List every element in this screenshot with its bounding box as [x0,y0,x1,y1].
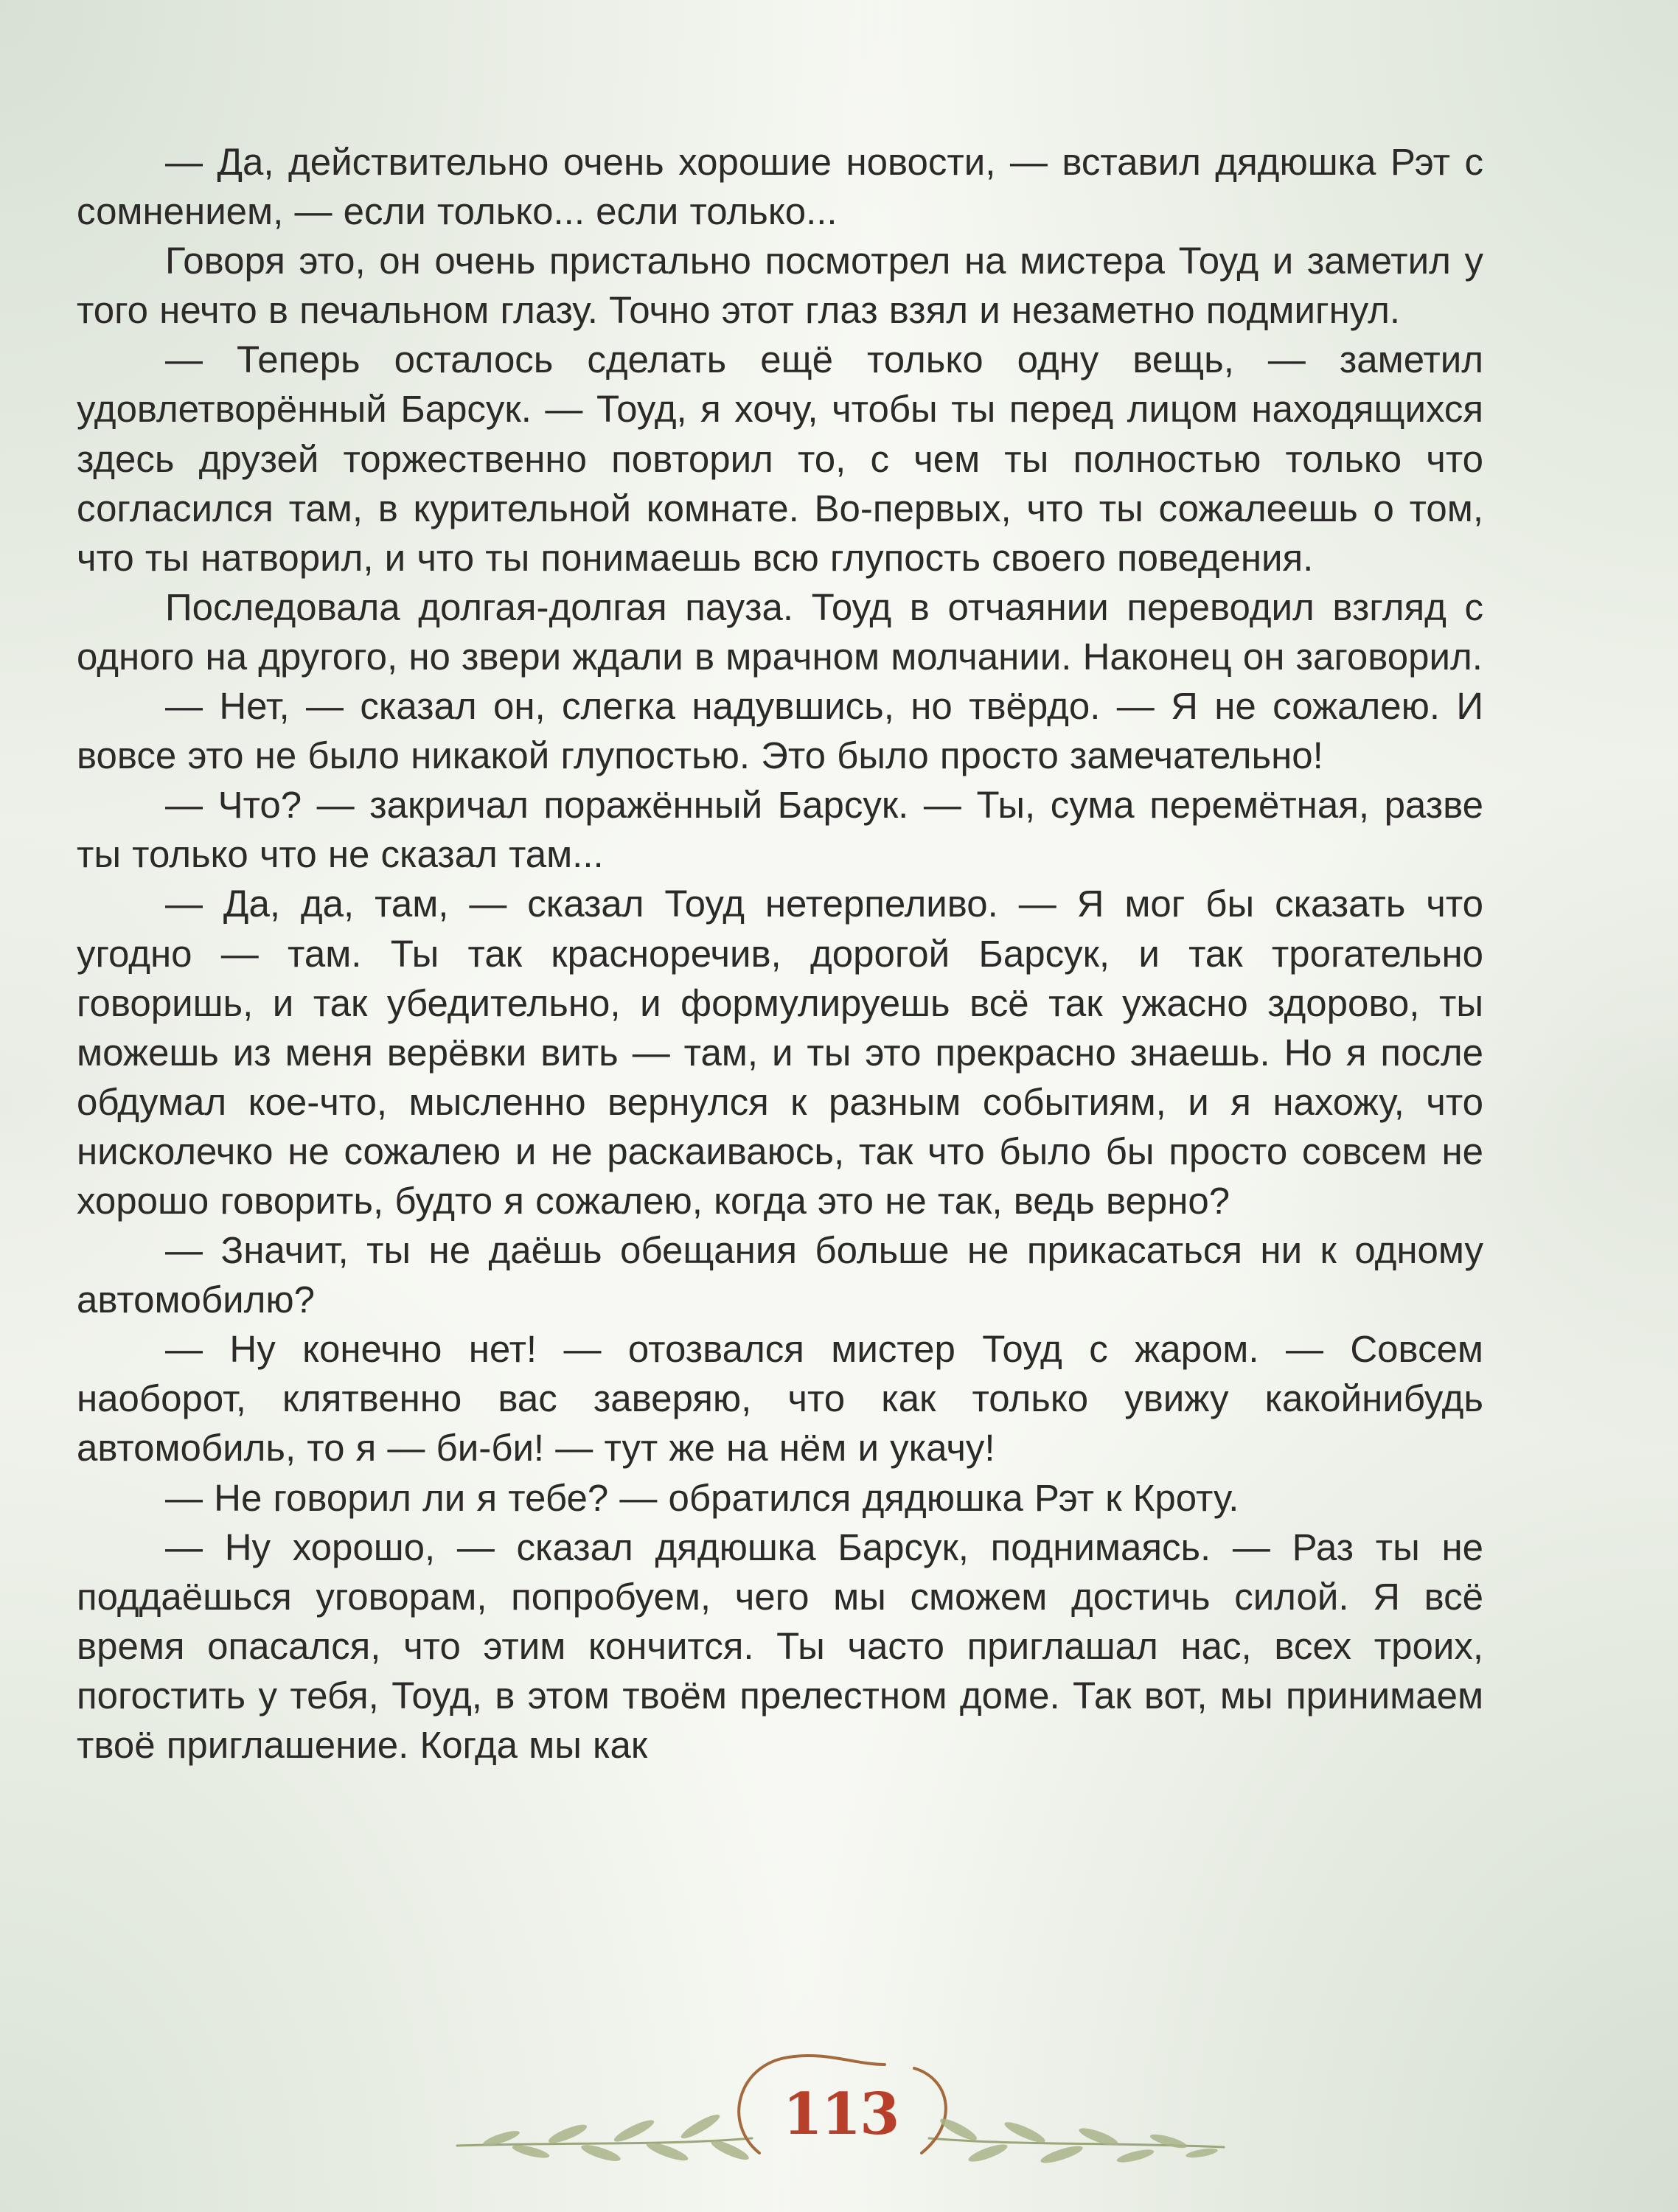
paragraph-8: — Значит, ты не даёшь обещания больше не прикасаться ни к одному автомобилю? [77,1229,1483,1321]
paragraph-9: — Ну конечно нет! — отозвался мистер Тоуд с жаром. — Совсем наоборот, клятвенно вас заверяю, что как только увижу какойнибудь автомобиль, то я — би-би! — тут же на нём и укачу! [77,1328,1483,1470]
paragraph-7: — Да, да, там, — сказал Тоуд нетерпеливо. — Я мог бы сказать что угодно — там. Ты так красноречив, дорогой Барсук, и так трогательно говоришь, и так убедительно, и формулируешь всё так ужасно здорово, ты можешь из меня верёвки вить — там, и ты это прекрасно знаешь. Но я после обдумал кое-что, мысленно вернулся к разным событиям, и я нахожу, что нисколечко не сожалею и не раскаиваюсь, так что было бы просто совсем не хорошо говорить, будто я сожалею, когда это не так, ведь верно? [77,883,1483,1222]
paragraph-3: — Теперь осталось сделать ещё только одну вещь, — заметил удовлетворённый Барсук. — Тоуд, я хочу, чтобы ты перед лицом находящихся здесь друзей торжественно повторил то, с чем ты полностью только что согласился там, в курительной комнате. Во-первых, что ты сожалеешь о том, что ты натворил, и что ты понимаешь всю глупость своего поведения. [77,338,1483,579]
paragraph-5: — Нет, — сказал он, слегка надувшись, но твёрдо. — Я не сожалею. И вовсе это не было никакой глупостью. Это было просто замечательно! [77,685,1483,777]
paragraph-11: — Ну хорошо, — сказал дядюшка Барсук, поднимаясь. — Раз ты не поддаёшься уговорам, попробуем, чего мы сможем достичь силой. Я всё время опасался, что этим кончится. Ты часто приглашал нас, всех троих, погостить у тебя, Тоуд, в этом твоём прелестном доме. Так вот, мы принимаем твоё приглашение. Когда мы как [77,1526,1483,1766]
paragraph-4: Последовала долгая-долгая пауза. Тоуд в отчаянии переводил взгляд с одного на другого, но звери ждали в мрачном молчании. Наконец он заговорил. [77,585,1483,678]
paragraph-6: — Что? — закричал поражённый Барсук. — Ты, сума перемётная, разве ты только что не сказал там... [77,784,1483,876]
paragraph-1: — Да, действительно очень хорошие новости, — вставил дядюшка Рэт с сомнением, — если только... если только... [77,141,1483,233]
page-number: 113 [782,2081,899,2148]
page-footer [442,2035,1239,2205]
paragraph-10: — Не говорил ли я тебе? — обратился дядюшка Рэт к Кроту. [165,1476,1239,1519]
body-text [77,137,1483,1770]
paragraph-2: Говоря это, он очень пристально посмотрел на мистера Тоуд и заметил у того нечто в печальном глазу. Точно этот глаз взял и незаметно подмигнул. [77,240,1483,332]
